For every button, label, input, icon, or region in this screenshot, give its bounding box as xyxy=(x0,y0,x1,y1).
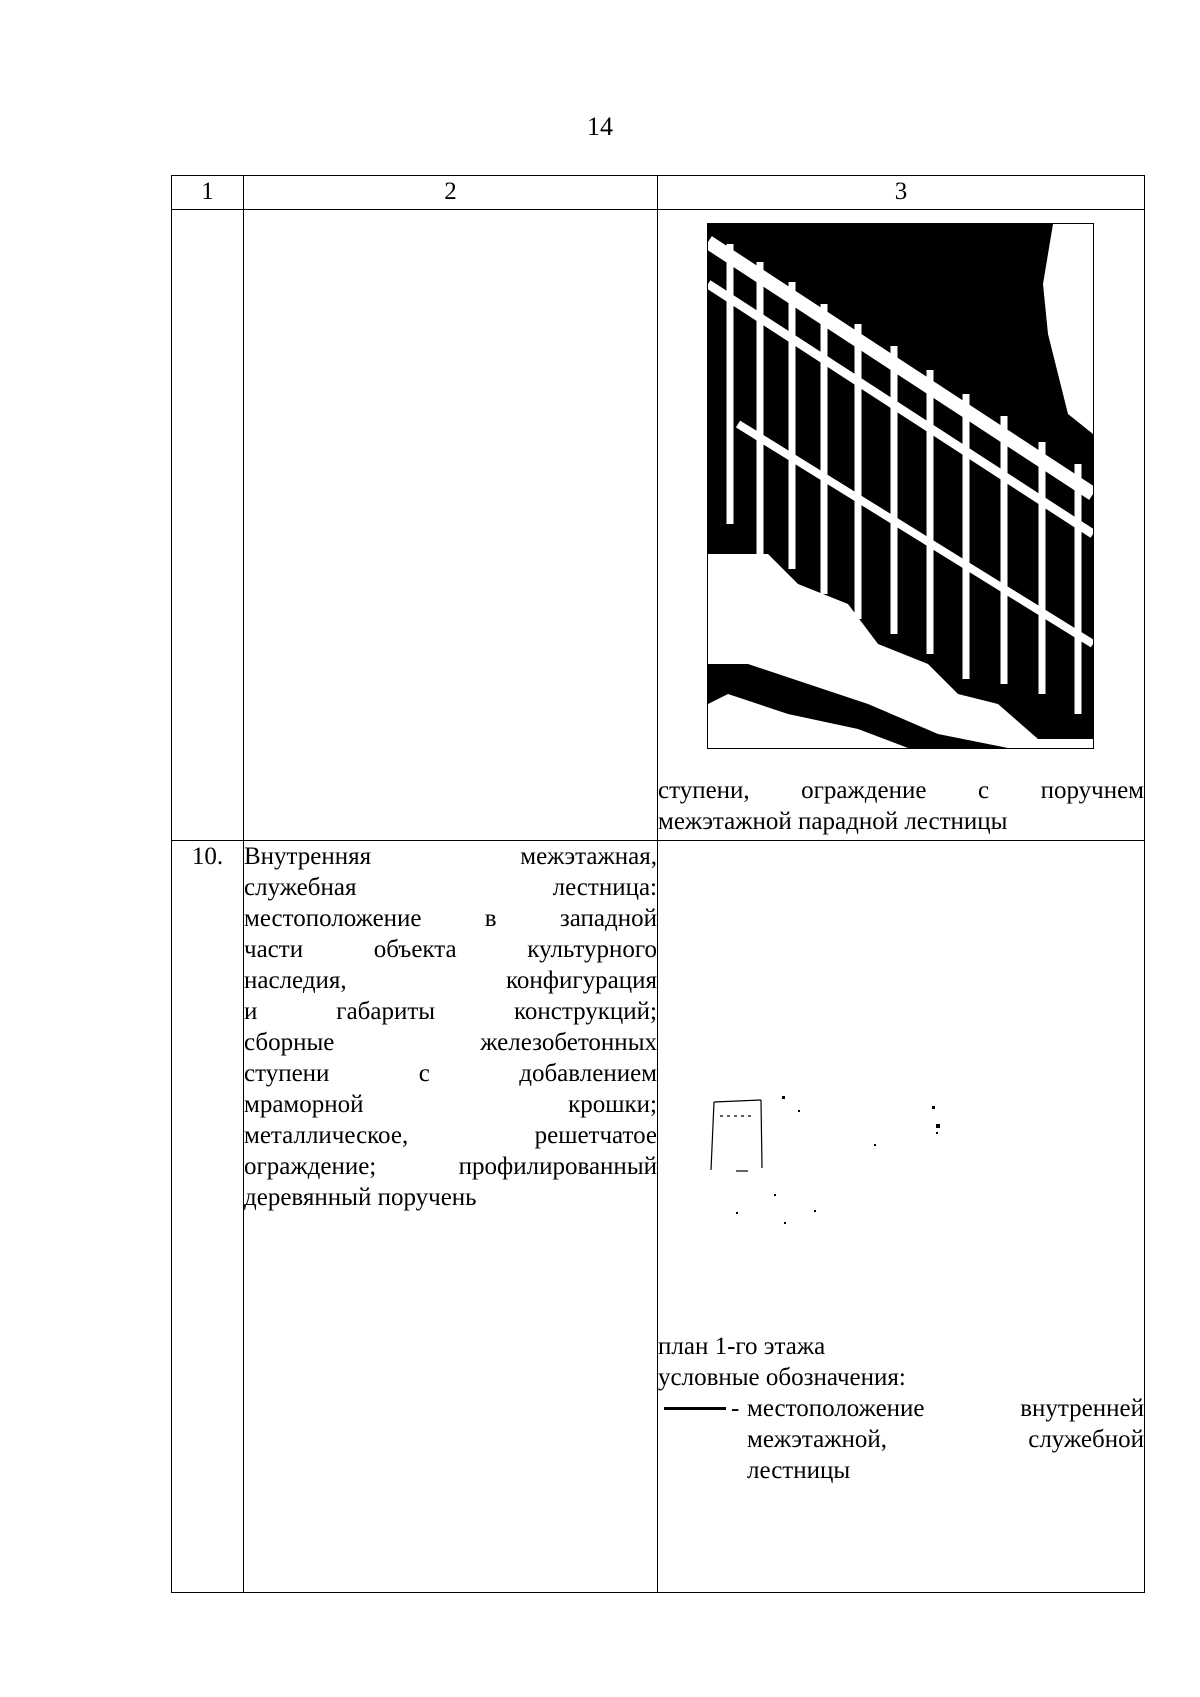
legend-line: лестницы xyxy=(747,1457,851,1484)
legend-line-symbol xyxy=(664,1407,726,1410)
legend-item xyxy=(658,1393,1144,1486)
description-line: мраморной крошки; xyxy=(244,1091,657,1118)
page-number: 14 xyxy=(587,112,613,141)
description-line: сборные железобетонных xyxy=(244,1029,657,1056)
description-line: ступени с добавлением xyxy=(244,1060,657,1087)
row-number xyxy=(172,210,244,841)
document-table xyxy=(171,175,1145,1593)
header-col-1: 1 xyxy=(172,176,244,210)
plan-label: план 1-го этажа xyxy=(658,1333,826,1360)
table-header-row xyxy=(172,176,1145,210)
description-line: Внутренняя межэтажная, xyxy=(244,843,657,870)
description-line: ограждение; профилированный xyxy=(244,1153,657,1180)
header-col-2: 2 xyxy=(244,176,658,210)
legend-title: условные обозначения: xyxy=(658,1364,906,1391)
description-line: наследия, конфигурация xyxy=(244,967,657,994)
description-line: деревянный поручень xyxy=(244,1184,477,1211)
description-line: металлическое, решетчатое xyxy=(244,1122,657,1149)
caption-line-1: ступени, ограждение с поручнем xyxy=(658,777,1144,804)
railing-photo xyxy=(707,223,1094,749)
table-row xyxy=(172,210,1145,841)
legend-line: межэтажной, служебной xyxy=(747,1426,1144,1453)
table-row xyxy=(172,841,1145,1593)
description-line: части объекта культурного xyxy=(244,936,657,963)
header-col-3: 3 xyxy=(658,176,1145,210)
photo-caption xyxy=(658,775,1144,837)
description-line: служебная лестница: xyxy=(244,874,657,901)
row-description xyxy=(244,841,658,1593)
floor-plan-image xyxy=(706,1096,966,1246)
floor-plan-area xyxy=(658,841,1144,1331)
row-description xyxy=(244,210,658,841)
row-illustration-cell xyxy=(658,841,1145,1593)
row-illustration-cell xyxy=(658,210,1145,841)
legend-dash: - xyxy=(731,1395,740,1422)
row-number: 10. xyxy=(172,841,244,1593)
caption-line-2: межэтажной парадной лестницы xyxy=(658,808,1008,835)
description-line: местоположение в западной xyxy=(244,905,657,932)
legend-line: местоположение внутренней xyxy=(747,1395,1144,1422)
description-line: и габариты конструкций; xyxy=(244,998,657,1025)
